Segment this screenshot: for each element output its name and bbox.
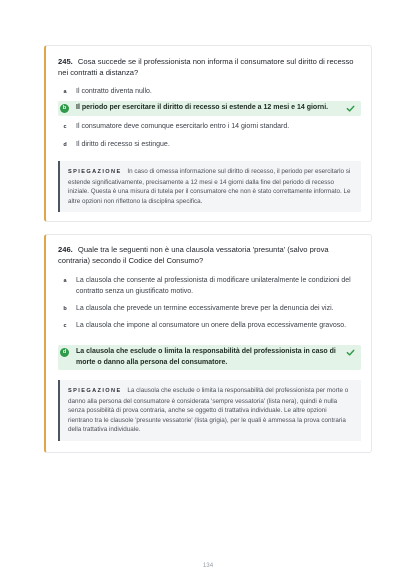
question-title bbox=[58, 56, 361, 78]
option-d[interactable] bbox=[58, 140, 361, 151]
question-number: 246. bbox=[58, 245, 73, 254]
question-text: Cosa succede se il professionista non informa il consumatore sul diritto di recesso nei contratti a distanza? bbox=[58, 57, 354, 77]
option-text: La clausola che esclude o limita la responsabilità del professionista in caso di morte o danno alla persona del consumatore. bbox=[76, 348, 336, 366]
question-card-246 bbox=[44, 234, 372, 453]
question-title bbox=[58, 244, 361, 266]
option-c[interactable] bbox=[58, 321, 361, 332]
option-letter: c bbox=[63, 323, 67, 329]
option-letter: a bbox=[63, 89, 67, 95]
explanation-label: SPIEGAZIONE bbox=[68, 388, 122, 394]
option-letter: b bbox=[63, 306, 67, 312]
option-c[interactable] bbox=[58, 122, 361, 133]
check-icon bbox=[346, 348, 355, 357]
option-text: Il periodo per esercitare il diritto di recesso si estende a 12 mesi e 14 giorni. bbox=[76, 104, 329, 111]
explanation-text: In caso di omessa informazione sul diritto di recesso, il periodo per esercitarlo si estende significativamente, precisamente a 12 mesi e 14 giorni dalla fine del periodo di recesso iniziale. Questa è una misura di tutela per il consumatore che non è stato correttamente informato. Le altre opzioni non riflettono la disciplina specifica. bbox=[68, 168, 351, 205]
option-a[interactable] bbox=[58, 276, 361, 297]
check-icon bbox=[346, 104, 355, 113]
option-b[interactable] bbox=[58, 304, 361, 315]
option-text: La clausola che impone al consumatore un onere della prova eccessivamente gravoso. bbox=[76, 322, 347, 329]
explanation-label: SPIEGAZIONE bbox=[68, 169, 122, 175]
option-text: Il contratto diventa nullo. bbox=[76, 88, 152, 95]
page-number: 134 bbox=[202, 562, 214, 569]
option-text: Il consumatore deve comunque esercitarlo entro i 14 giorni standard. bbox=[76, 123, 290, 130]
explanation-text: La clausola che esclude o limita la responsabilità del professionista per morte o danno alla persona del consumatore è considerata 'sempre vessatoria' (lista nera), quindi è nulla senza possibilità di prova contraria, anche se oggetto di trattativa individuale. Le altre opzioni rientrano tra le clausole 'presunte vessatorie' (lista grigia), per le quali è ammessa la prova contraria della trattativa individuale. bbox=[68, 387, 349, 434]
question-text: Quale tra le seguenti non è una clausola vessatoria 'presunta' (salvo prova contraria) secondo il Codice del Consumo? bbox=[58, 245, 329, 265]
explanation-box bbox=[58, 380, 361, 441]
option-d-correct[interactable] bbox=[58, 345, 361, 370]
option-a[interactable] bbox=[58, 87, 361, 98]
option-letter: a bbox=[63, 278, 67, 284]
question-number: 245. bbox=[58, 57, 73, 66]
explanation-box bbox=[58, 161, 361, 212]
option-letter: c bbox=[63, 124, 67, 130]
question-card-245 bbox=[44, 45, 372, 222]
option-text: Il diritto di recesso si estingue. bbox=[76, 141, 170, 148]
option-letter: d bbox=[63, 142, 67, 148]
option-b-correct[interactable] bbox=[58, 101, 361, 116]
option-text: La clausola che prevede un termine eccessivamente breve per la denuncia dei vizi. bbox=[76, 305, 334, 312]
option-text: La clausola che consente al professionista di modificare unilateralmente le condizioni del contratto senza un giustificato motivo. bbox=[76, 277, 351, 295]
option-letter-badge: b bbox=[60, 104, 69, 113]
option-letter-badge: d bbox=[60, 348, 69, 357]
